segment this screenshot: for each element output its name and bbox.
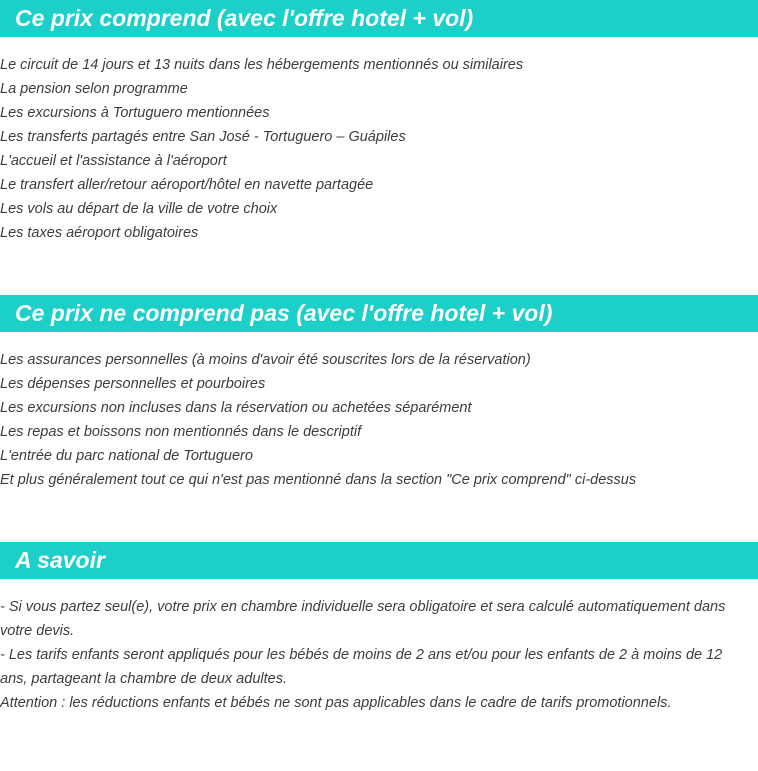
excluded-section-header: Ce prix ne comprend pas (avec l'offre hotel + vol) xyxy=(0,295,758,332)
list-item: L'entrée du parc national de Tortuguero xyxy=(0,448,253,464)
list-item: Les transferts partagés entre San José - Tortuguero – Guápiles xyxy=(0,129,406,145)
included-list xyxy=(0,53,758,245)
info-section-header: A savoir xyxy=(0,542,758,579)
excluded-list xyxy=(0,348,758,492)
list-item: Le circuit de 14 jours et 13 nuits dans les hébergements mentionnés ou similaires xyxy=(0,57,524,73)
list-item: Les excursions à Tortuguero mentionnées xyxy=(0,105,270,121)
list-item: Les taxes aéroport obligatoires xyxy=(0,225,199,241)
list-item: Et plus généralement tout ce qui n'est pas mentionné dans la section "Ce prix comprend" ci-dessus xyxy=(0,472,637,488)
list-item: L'accueil et l'assistance à l'aéroport xyxy=(0,153,227,169)
list-item: Les repas et boissons non mentionnés dans le descriptif xyxy=(0,424,362,440)
included-section-header: Ce prix comprend (avec l'offre hotel + vol) xyxy=(0,0,758,37)
info-paragraph: Attention : les réductions enfants et bébés ne sont pas applicables dans le cadre de tarifs promotionnels. xyxy=(0,695,672,711)
list-item: Les vols au départ de la ville de votre choix xyxy=(0,201,278,217)
list-item: Les excursions non incluses dans la réservation ou achetées séparément xyxy=(0,400,472,416)
list-item: Le transfert aller/retour aéroport/hôtel en navette partagée xyxy=(0,177,374,193)
info-paragraph: - Les tarifs enfants seront appliqués pour les bébés de moins de 2 ans et/ou pour les enfants de 2 à moins de 12 ans, partageant la chambre de deux adultes. xyxy=(0,647,723,687)
list-item: La pension selon programme xyxy=(0,81,188,97)
list-item: Les assurances personnelles (à moins d'avoir été souscrites lors de la réservation) xyxy=(0,352,531,368)
list-item: Les dépenses personnelles et pourboires xyxy=(0,376,266,392)
info-paragraph: - Si vous partez seul(e), votre prix en chambre individuelle sera obligatoire et sera calculé automatiquement dans votre devis. xyxy=(0,599,726,639)
info-text xyxy=(0,595,752,715)
